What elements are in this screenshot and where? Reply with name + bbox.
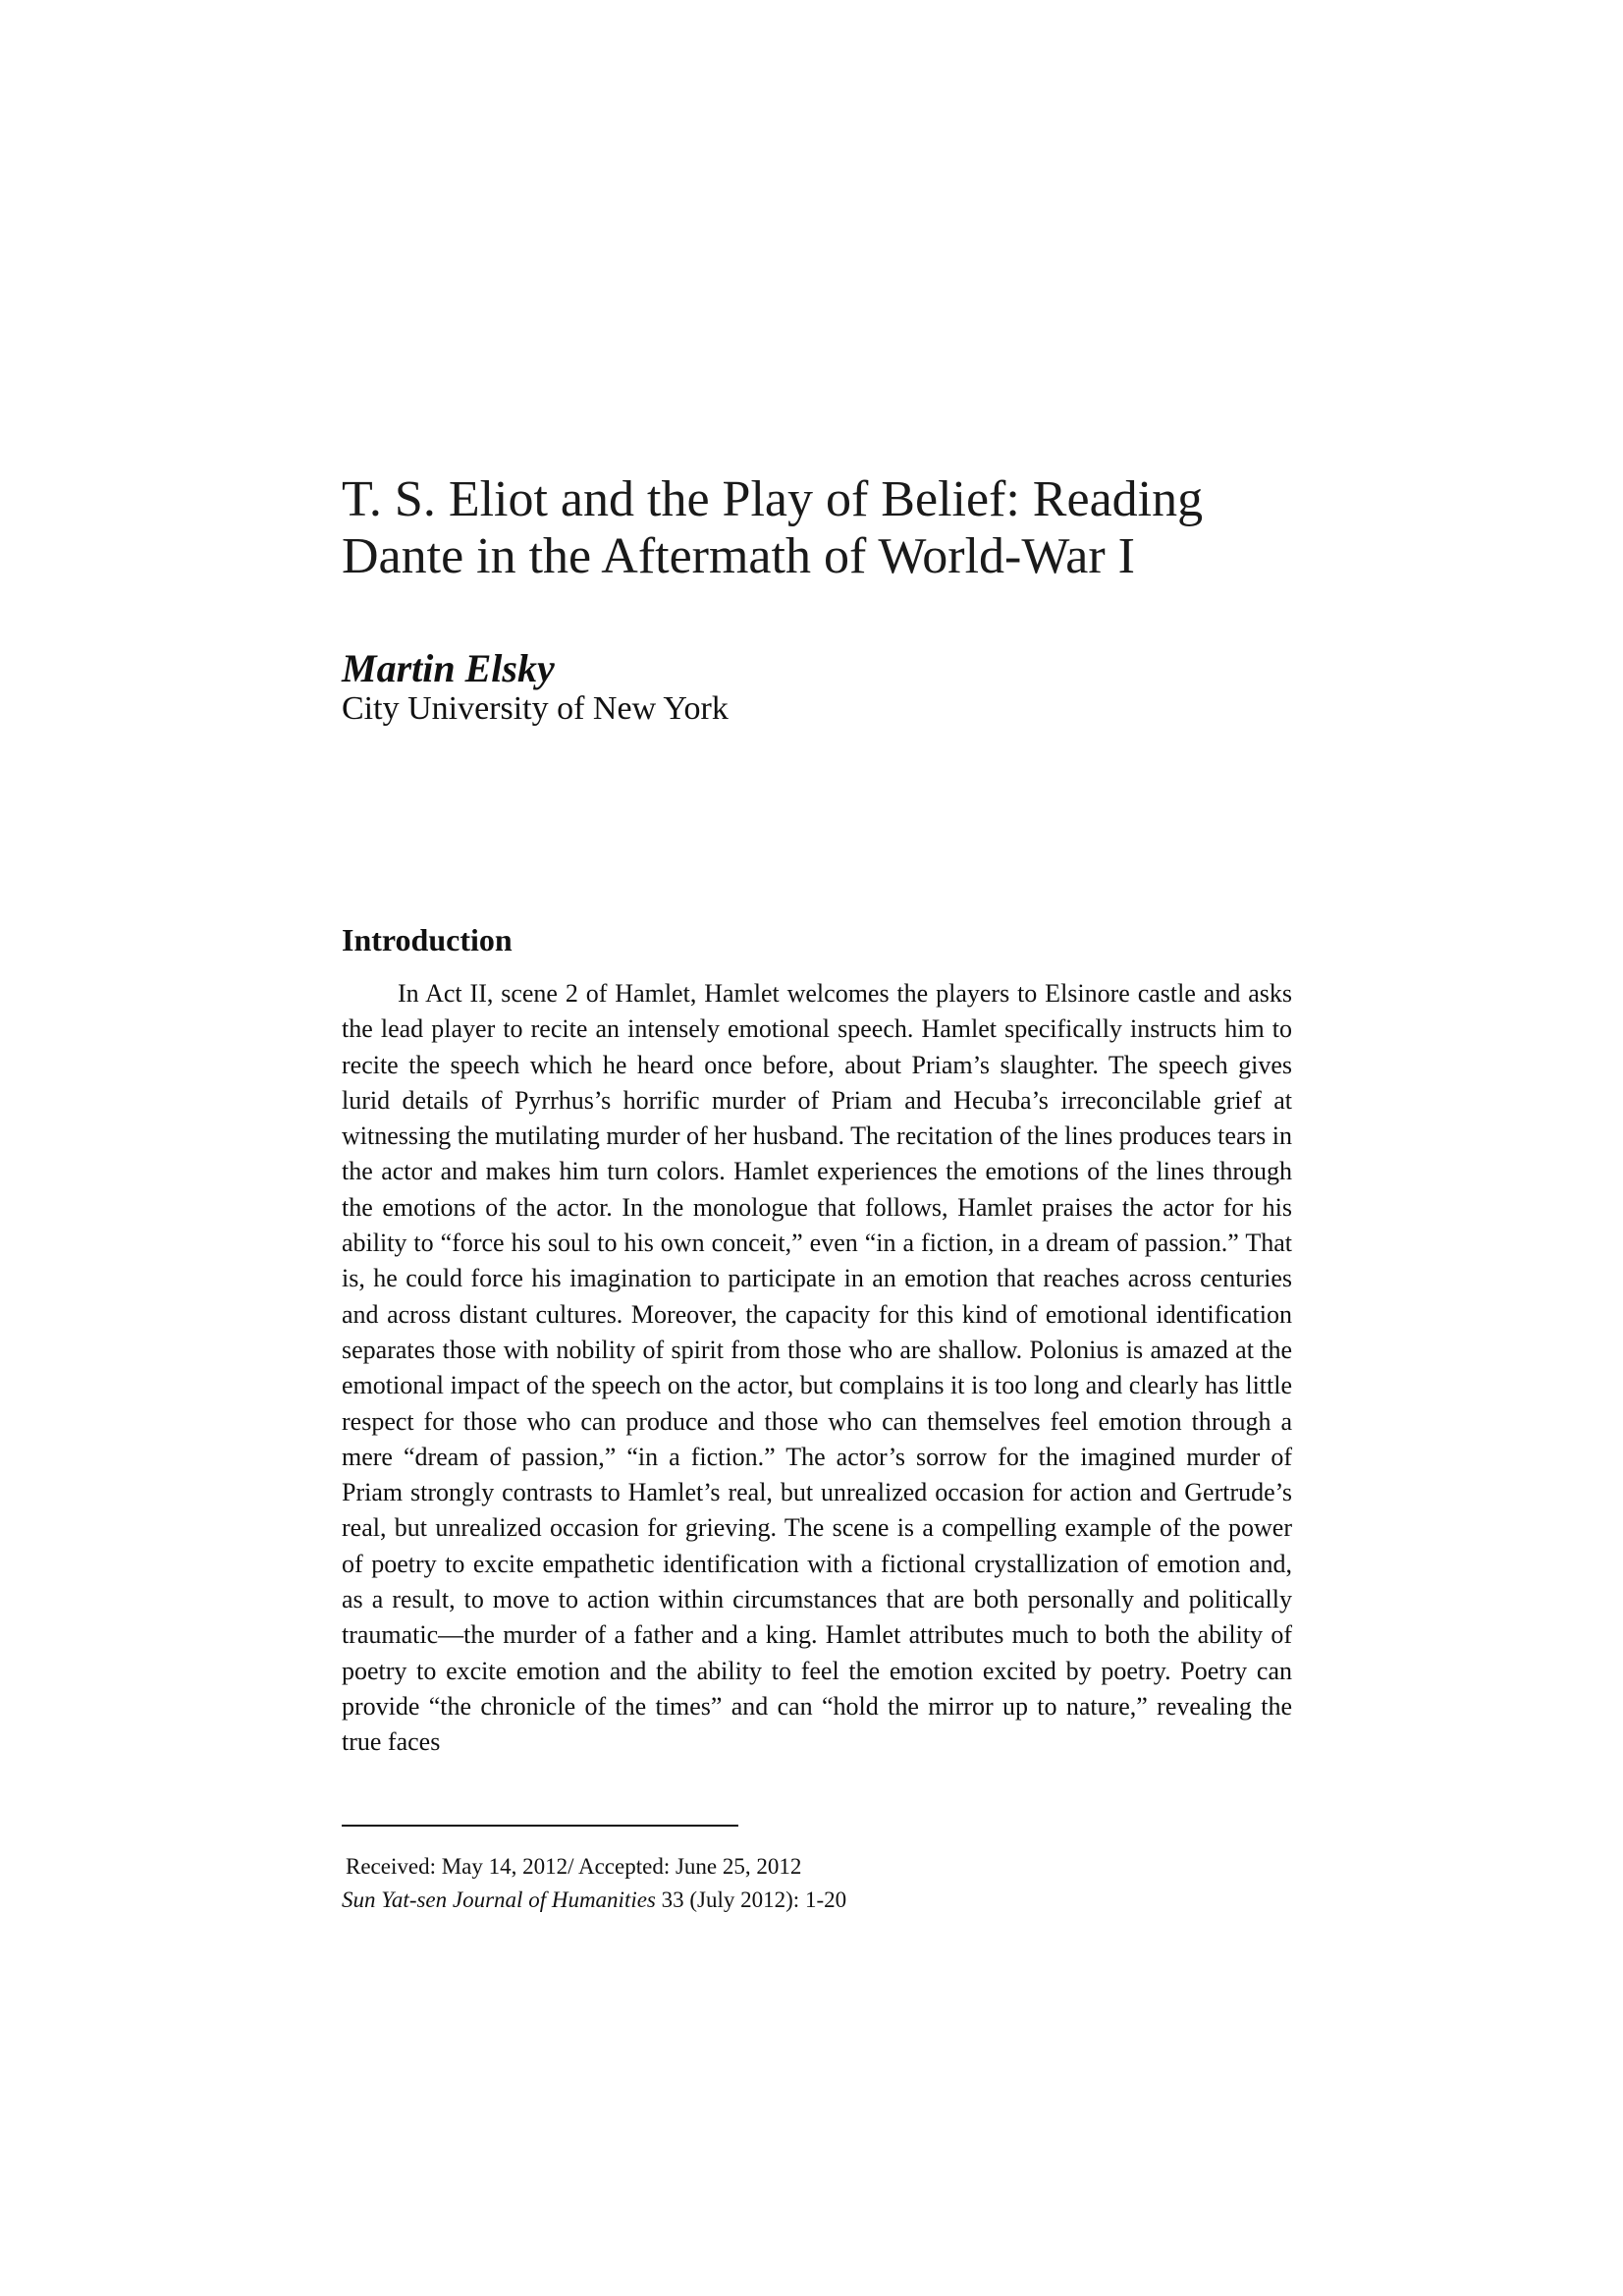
author-affiliation: City University of New York [342, 690, 729, 727]
body-paragraph: In Act II, scene 2 of Hamlet, Hamlet welcomes the players to Elsinore castle and asks the lead player to recite an intensely emotional speech. Hamlet specifically instructs him to recite the speech which he heard once before, about Priam’s slaughter. The speech gives lurid details of Pyrrhus’s horrific murder of Priam and Hecuba’s irreconcilable grief at witnessing the mutilating murder of her husband. The recitation of the lines produces tears in the actor and makes him turn colors. Hamlet experiences the emotions of the lines through the emotions of the actor. In the monologue that follows, Hamlet praises the actor for his ability to “force his soul to his own conceit,” even “in a fiction, in a dream of passion.” That is, he could force his imagination to participate in an emotion that reaches across centuries and across distant cultures. Moreover, the capacity for this kind of emotional identification separates those with nobility of spirit from those who are shallow. Polonius is amazed at the emotional impact of the speech on the actor, but complains it is too long and clearly has little respect for those who can produce and those who can themselves feel emotion through a mere “dream of passion,” “in a fiction.” The actor’s sorrow for the imagined murder of Priam strongly contrasts to Hamlet’s real, but unrealized occasion for action and Gertrude’s real, but unrealized occasion for grieving. The scene is a compelling example of the power of poetry to excite empathetic identification with a fictional crystallization of emotion and, as a result, to move to action within circumstances that are both personally and politically traumatic—the murder of a father and a king. Hamlet attributes much to both the ability of poetry to excite emotion and the ability to feel the emotion excited by poetry. Poetry can provide “the chronicle of the times” and can “hold the mirror up to nature,” revealing the true faces [342, 979, 1292, 1757]
journal-issue-pages: 33 (July 2012): 1-20 [655, 1887, 847, 1912]
footnote-received-accepted: Received: May 14, 2012/ Accepted: June 25, 2012 [346, 1854, 802, 1879]
footnote-citation [342, 1886, 846, 1915]
article-title-line-2: Dante in the Aftermath of World-War I [342, 528, 1135, 584]
article-title-line-1: T. S. Eliot and the Play of Belief: Reading [342, 471, 1204, 527]
section-heading: Introduction [342, 922, 513, 957]
article-title [342, 471, 1324, 585]
footnote-divider [342, 1825, 738, 1827]
journal-name: Sun Yat-sen Journal of Humanities [342, 1887, 656, 1912]
author-name: Martin Elsky [342, 646, 555, 690]
